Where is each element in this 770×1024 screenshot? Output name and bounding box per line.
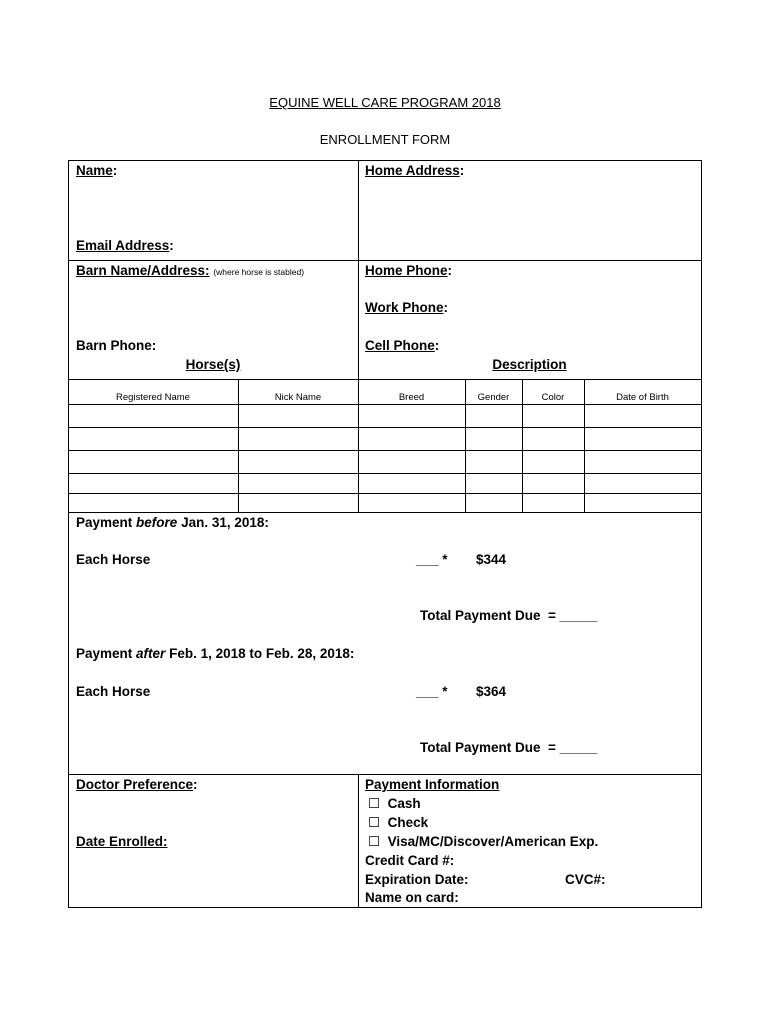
home-address-field[interactable]: Home Address: [365, 163, 465, 178]
form-title: EQUINE WELL CARE PROGRAM 2018 [269, 95, 501, 110]
home-phone-field[interactable]: Home Phone: [365, 263, 453, 278]
payment-after-heading: Payment after Feb. 1, 2018 to Feb. 28, 2018: [76, 646, 355, 661]
col-gender: Gender [477, 392, 510, 403]
credit-card-number-field[interactable]: Credit Card #: [365, 853, 455, 868]
cell-phone-field[interactable]: Cell Phone: [365, 338, 440, 353]
description-group-header: Description [492, 357, 567, 372]
doctor-preference-field[interactable]: Doctor Preference: [76, 777, 198, 792]
table-border-right [701, 160, 702, 908]
col-color: Color [541, 392, 565, 403]
table-border-top [68, 160, 702, 161]
total-due-after[interactable]: Total Payment Due = _____ [420, 740, 598, 755]
checkbox-icon[interactable]: ☐ [368, 815, 381, 830]
divider-horse-table-end [68, 512, 702, 513]
divider-center-lower [358, 774, 359, 908]
cvc-field[interactable]: CVC#: [565, 872, 606, 887]
col-nick-name: Nick Name [274, 392, 322, 403]
email-address-field[interactable]: Email Address: [76, 238, 174, 253]
horse-row-1[interactable] [69, 405, 701, 427]
horse-count-after-input[interactable]: ___ * [416, 684, 448, 699]
horse-row-2[interactable] [69, 428, 701, 450]
horse-count-before-input[interactable]: ___ * [416, 552, 448, 567]
each-horse-before-label: Each Horse [76, 552, 151, 567]
barn-name-note: (where horse is stabled) [213, 267, 305, 277]
cash-option[interactable]: ☐ Cash [368, 796, 421, 811]
table-border-bottom [68, 907, 702, 908]
checkbox-icon[interactable]: ☐ [368, 834, 381, 849]
total-due-before[interactable]: Total Payment Due = _____ [420, 608, 598, 623]
name-field[interactable]: Name: [76, 163, 118, 178]
payment-information-heading: Payment Information [365, 777, 500, 792]
divider-payment-end [68, 774, 702, 775]
horse-row-5[interactable] [69, 494, 701, 512]
col-date-of-birth: Date of Birth [616, 392, 669, 403]
barn-name-field[interactable]: Barn Name/Address: (where horse is stabled) [76, 263, 305, 278]
check-option[interactable]: ☐ Check [368, 815, 429, 830]
credit-card-option[interactable]: ☐ Visa/MC/Discover/American Exp. [368, 834, 599, 849]
payment-before-heading: Payment before Jan. 31, 2018: [76, 515, 269, 530]
table-border-left [68, 160, 69, 908]
form-subtitle: ENROLLMENT FORM [319, 132, 451, 147]
checkbox-icon[interactable]: ☐ [368, 796, 381, 811]
divider-contact [68, 260, 702, 261]
horse-row-4[interactable] [69, 474, 701, 493]
col-registered-name: Registered Name [116, 392, 190, 403]
barn-phone-field[interactable]: Barn Phone: [76, 338, 157, 353]
horse-row-3[interactable] [69, 451, 701, 473]
work-phone-field[interactable]: Work Phone: [365, 300, 449, 315]
divider-group-header [68, 379, 702, 380]
expiration-date-field[interactable]: Expiration Date: [365, 872, 469, 887]
name-on-card-field[interactable]: Name on card: [365, 890, 459, 905]
price-after: $364 [476, 684, 507, 699]
each-horse-after-label: Each Horse [76, 684, 151, 699]
horses-group-header: Horse(s) [185, 357, 241, 372]
col-breed: Breed [398, 392, 425, 403]
date-enrolled-field[interactable]: Date Enrolled: [76, 834, 168, 849]
price-before: $344 [476, 552, 507, 567]
